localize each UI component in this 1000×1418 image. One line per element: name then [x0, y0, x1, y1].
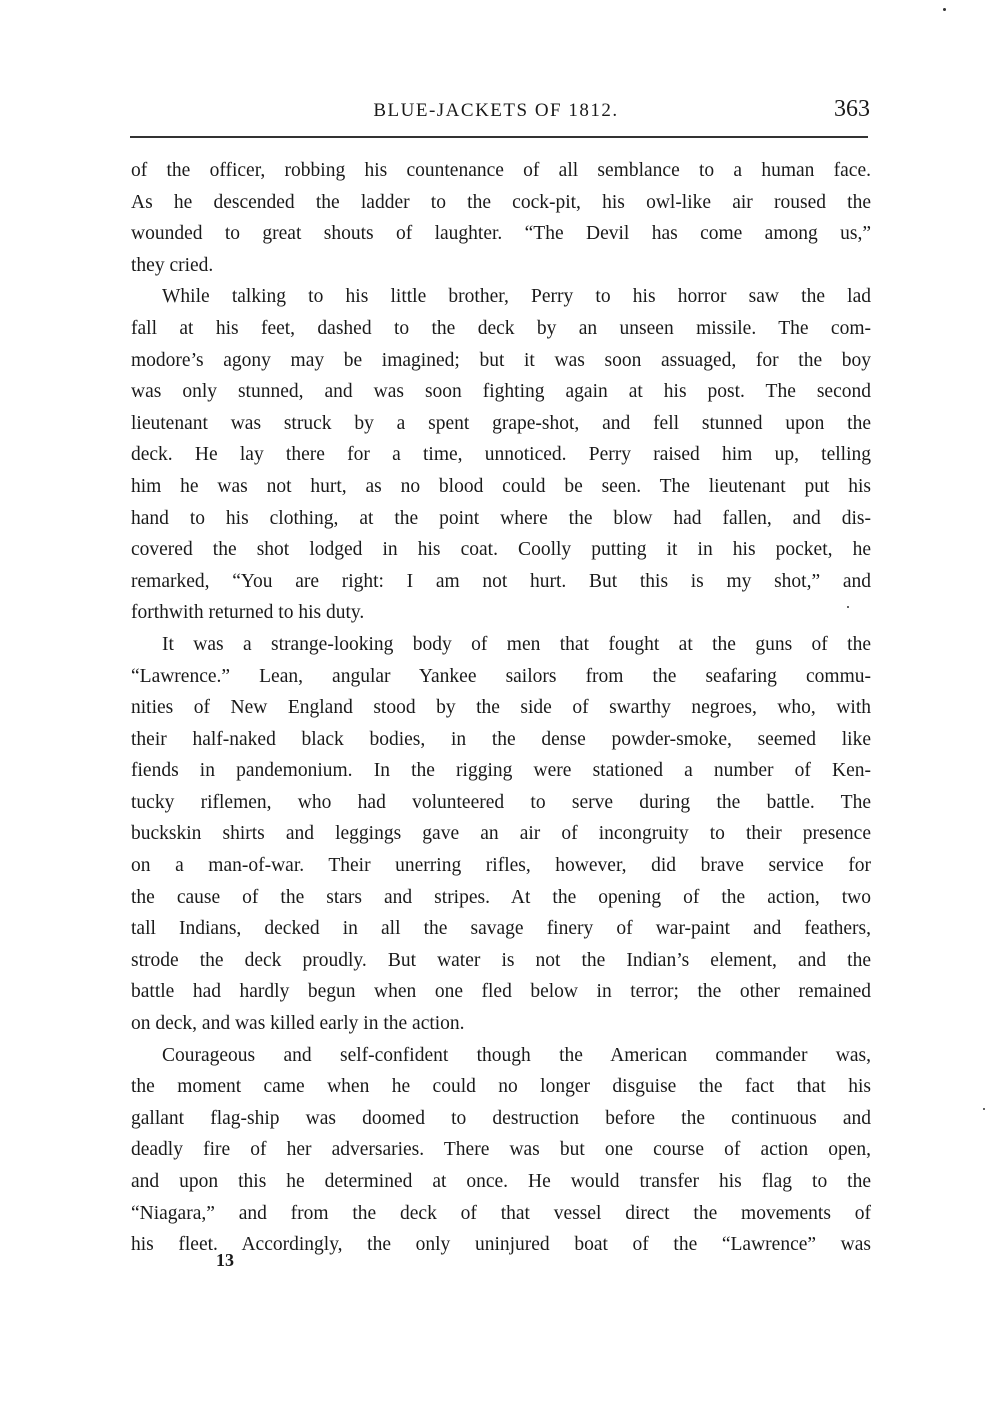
text-line: “Niagara,” and from the deck of that vessel direct the movements of: [131, 1202, 871, 1224]
body-text: [131, 155, 871, 1261]
text-line: deck. He lay there for a time, unnoticed. Perry raised him up, telling: [131, 444, 871, 466]
text-line: was only stunned, and was soon fighting again at his post. The second: [131, 381, 871, 403]
text-line: wounded to great shouts of laughter. “The Devil has come among us,”: [131, 223, 871, 245]
text-line: the moment came when he could no longer disguise the fact that his: [131, 1076, 871, 1098]
text-line: fiends in pandemonium. In the rigging were stationed a number of Ken-: [131, 760, 871, 782]
text-line: fall at his feet, dashed to the deck by an unseen missile. The com-: [131, 317, 871, 339]
paragraph: [131, 1040, 871, 1261]
text-line: of the officer, robbing his countenance of all semblance to a human face.: [131, 160, 871, 181]
scan-speck: [983, 1108, 985, 1110]
text-line: tall Indians, decked in all the savage finery of war-paint and feathers,: [131, 918, 871, 940]
text-line: remarked, “You are right: I am not hurt. But this is my shot,” and: [131, 570, 871, 592]
text-line: on deck, and was killed early in the action.: [131, 1013, 465, 1035]
text-line: on a man-of-war. Their unerring rifles, however, did brave service for: [131, 855, 871, 877]
header-rule: [130, 136, 868, 138]
text-line: covered the shot lodged in his coat. Coolly putting it in his pocket, he: [131, 539, 871, 561]
text-line: him he was not hurt, as no blood could be seen. The lieutenant put his: [131, 475, 871, 497]
text-line: their half-naked black bodies, in the dense powder-smoke, seemed like: [131, 728, 871, 750]
text-line: strode the deck proudly. But water is not the Indian’s element, and the: [131, 949, 871, 971]
paragraph: [131, 155, 871, 281]
scan-speck: [847, 606, 849, 608]
paragraph: [131, 629, 871, 1040]
text-line: tucky riflemen, who had volunteered to serve during the battle. The: [131, 791, 871, 813]
text-line: and upon this he determined at once. He would transfer his flag to the: [131, 1171, 871, 1192]
text-line: “Lawrence.” Lean, angular Yankee sailors from the seafaring commu-: [131, 665, 871, 687]
paragraph: [131, 281, 871, 629]
text-line: the cause of the stars and stripes. At the opening of the action, two: [131, 886, 871, 908]
text-line: deadly fire of her adversaries. There was but one course of action open,: [131, 1139, 871, 1161]
text-line: gallant flag-ship was doomed to destruction before the continuous and: [131, 1107, 871, 1129]
text-line: hand to his clothing, at the point where the blow had fallen, and dis-: [131, 507, 871, 529]
text-line: While talking to his little brother, Perry to his horror saw the lad: [162, 286, 871, 308]
page-number: 363: [834, 96, 870, 122]
text-line: lieutenant was struck by a spent grape-shot, and fell stunned upon the: [131, 412, 871, 434]
text-line: nities of New England stood by the side of swarthy negroes, who, with: [131, 697, 871, 719]
text-line: buckskin shirts and leggings gave an air of incongruity to their presence: [131, 823, 871, 845]
text-line: his fleet. Accordingly, the only uninjured boat of the “Lawrence” was: [131, 1234, 871, 1256]
text-line: battle had hardly begun when one fled below in terror; the other remained: [131, 981, 871, 1003]
text-line: modore’s agony may be imagined; but it was soon assuaged, for the boy: [131, 349, 871, 371]
scan-speck: [943, 8, 946, 11]
text-line: As he descended the ladder to the cock-pit, his owl-like air roused the: [131, 191, 871, 213]
running-head: [130, 96, 872, 130]
text-line: forthwith returned to his duty.: [131, 602, 365, 624]
text-line: It was a strange-looking body of men that fought at the guns of the: [162, 633, 871, 655]
signature-mark: 13: [216, 1250, 234, 1270]
text-line: Courageous and self-confident though the American commander was,: [162, 1044, 871, 1066]
running-title: BLUE-JACKETS OF 1812.: [373, 100, 619, 121]
text-line: they cried.: [131, 254, 214, 276]
